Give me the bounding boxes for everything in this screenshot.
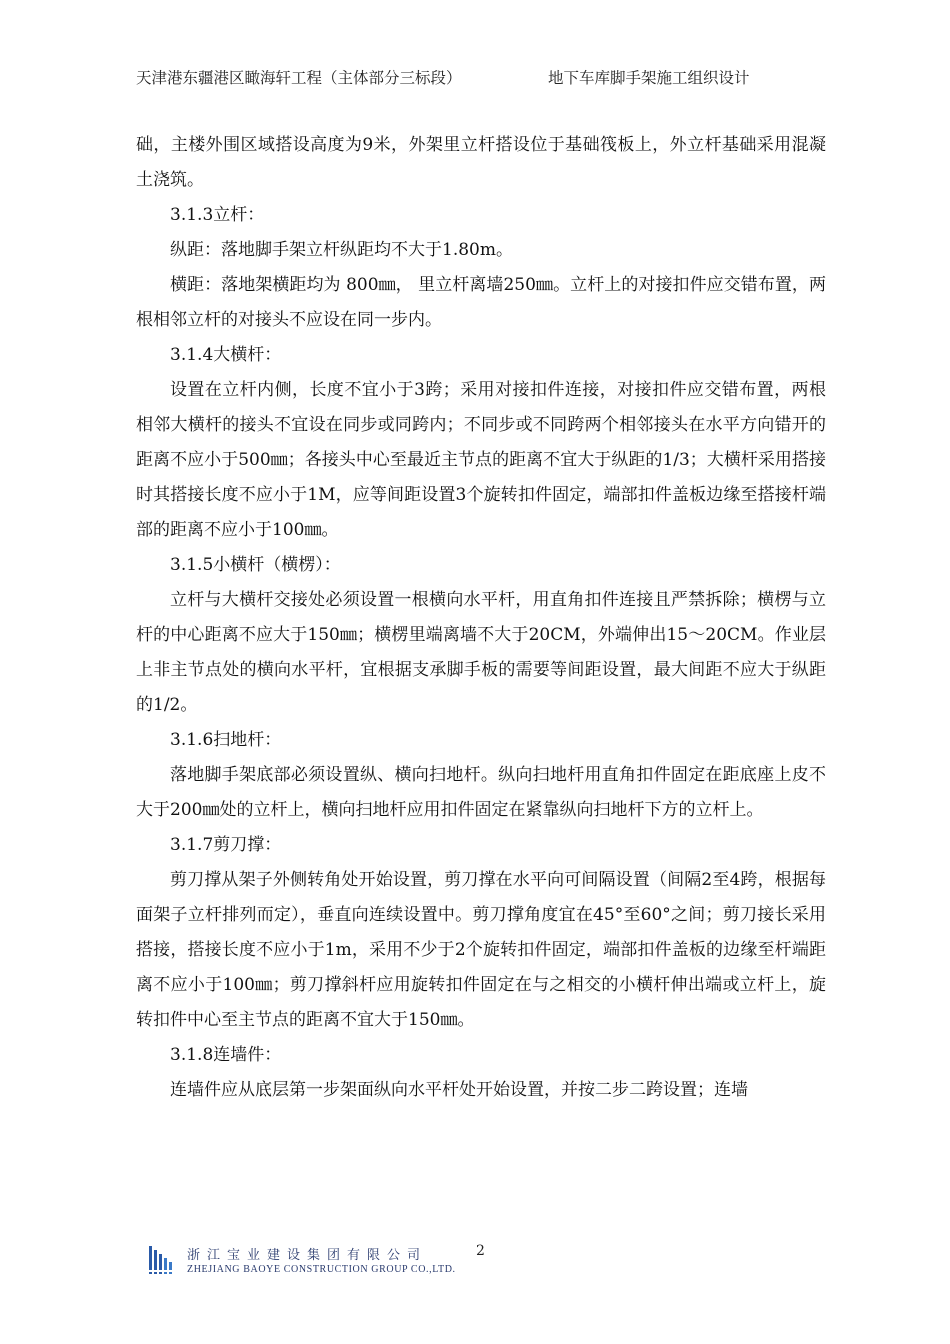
section-heading-3-1-4: 3.1.4大横杆： — [170, 345, 282, 365]
section-heading-3-1-7: 3.1.7剪刀撑： — [170, 835, 282, 855]
header-document-title: 地下车库脚手架施工组织设计 — [548, 69, 750, 87]
section-heading-3-1-8: 3.1.8连墙件： — [170, 1045, 282, 1065]
header-project-title: 天津港东疆港区瞰海轩工程（主体部分三标段） — [136, 69, 462, 87]
body-paragraph: 设置在立杆内侧，长度不宜小于3跨；采用对接扣件连接，对接扣件应交错布置，两根相邻大横杆的接头不宜设在同步或同跨内；不同步或不同跨两个相邻接头在水平方向错开的距离不应小于500㎜；各接头中心至最近主节点的距离不宜大于纵距的1/3；大横杆采用搭接时其搭接长度不应小于1M，应等间距设置3个旋转扣件固定，端部扣件盖板边缘至搭接杆端部的距离不应小于100㎜。 — [136, 380, 826, 540]
body-paragraph: 立杆与大横杆交接处必须设置一根横向水平杆，用直角扣件连接且严禁拆除；横楞与立杆的中心距离不应大于150㎜；横楞里端离墙不大于20CM，外端伸出15～20CM。作业层上非主节点处的横向水平杆，宜根据支承脚手板的需要等间距设置，最大间距不应大于纵距的1/2。 — [136, 590, 826, 715]
section-heading-3-1-6: 3.1.6扫地杆： — [170, 730, 282, 750]
document-body — [136, 128, 826, 1108]
body-paragraph: 落地脚手架底部必须设置纵、横向扫地杆。纵向扫地杆用直角扣件固定在距底座上皮不大于200㎜处的立杆上，横向扫地杆应用扣件固定在紧靠纵向扫地杆下方的立杆上。 — [136, 765, 826, 820]
body-paragraph: 连墙件应从底层第一步架面纵向水平杆处开始设置，并按二步二跨设置；连墙 — [170, 1080, 748, 1100]
company-name-en: ZHEJIANG BAOYE CONSTRUCTION GROUP CO.,LTD. — [187, 1264, 456, 1275]
company-name-cn: 浙江宝业建设集团有限公司 — [187, 1248, 428, 1263]
body-paragraph: 剪刀撑从架子外侧转角处开始设置，剪刀撑在水平向可间隔设置（间隔2至4跨，根据每面架子立杆排列而定），垂直向连续设置中。剪刀撑角度宜在45°至60°之间；剪刀接长采用搭接，搭接长度不应小于1m，采用不少于2个旋转扣件固定，端部扣件盖板的边缘至杆端距离不应小于100㎜；剪刀撑斜杆应用旋转扣件固定在与之相交的小横杆伸出端或立杆上，旋转扣件中心至主节点的距离不宜大于150㎜。 — [136, 870, 826, 1030]
body-paragraph: 础，主楼外围区域搭设高度为9米，外架里立杆搭设位于基础筏板上，外立杆基础采用混凝土浇筑。 — [136, 135, 826, 190]
baoye-logo-icon — [147, 1244, 181, 1276]
section-heading-3-1-5: 3.1.5小横杆（横楞）： — [170, 555, 341, 575]
body-paragraph: 纵距：落地脚手架立杆纵距均不大于1.80m。 — [170, 240, 513, 260]
page-footer — [147, 1244, 507, 1280]
section-heading-3-1-3: 3.1.3立杆： — [170, 205, 265, 225]
body-paragraph: 横距：落地架横距均为 800㎜， 里立杆离墙250㎜。立杆上的对接扣件应交错布置，两根相邻立杆的对接头不应设在同一步内。 — [136, 275, 826, 330]
page-number: 2 — [476, 1243, 485, 1259]
page-header — [136, 66, 840, 90]
